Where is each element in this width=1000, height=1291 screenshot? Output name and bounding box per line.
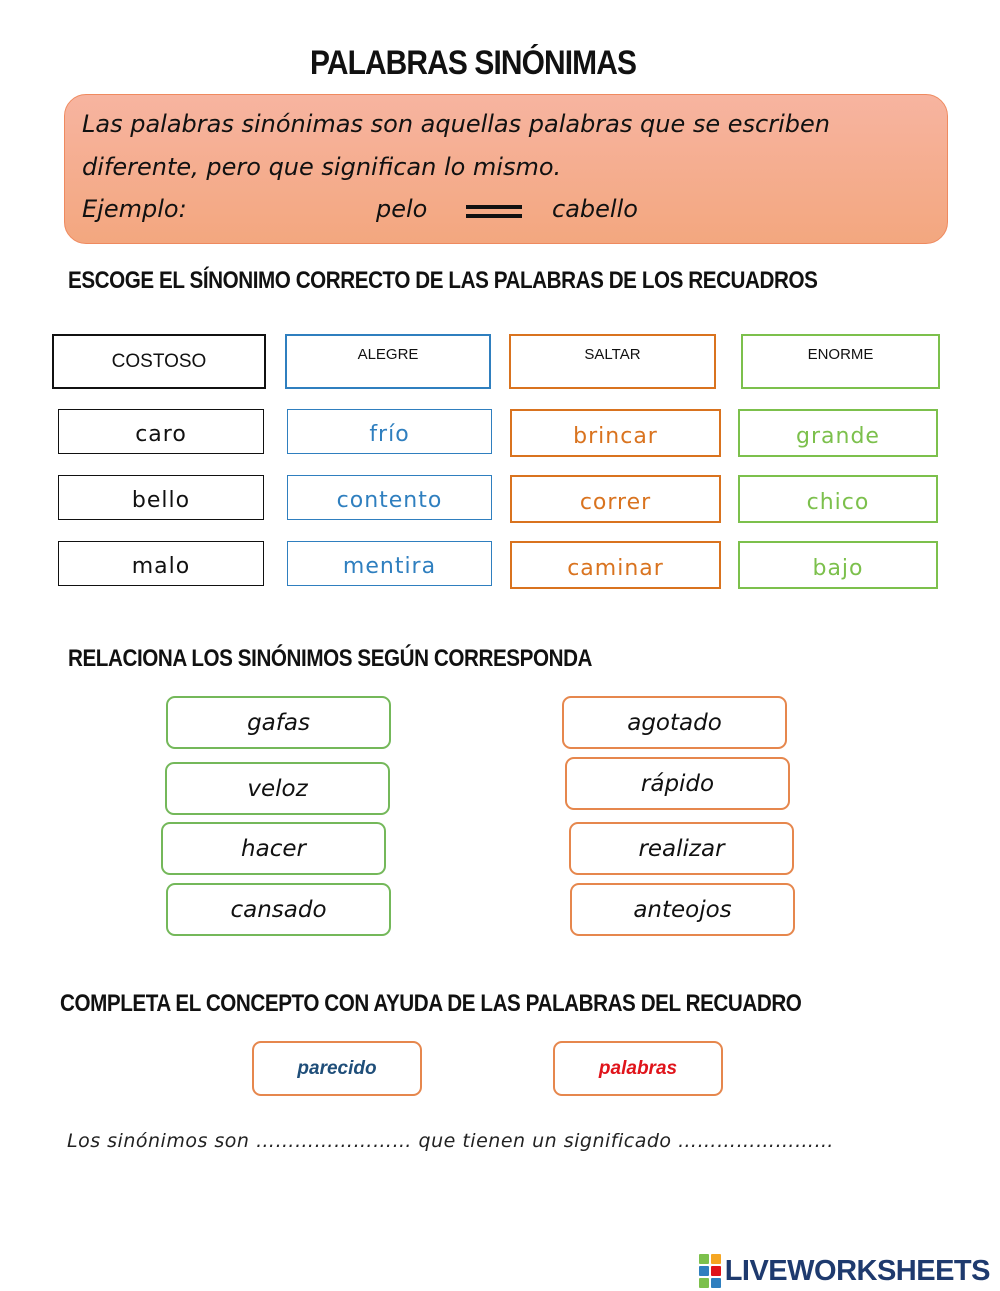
option-enorme-2[interactable]: chico <box>738 475 938 523</box>
option-saltar-3[interactable]: caminar <box>510 541 721 589</box>
example-label: Ejemplo: <box>82 195 187 223</box>
word-bank-parecido-label: parecido <box>297 1057 377 1079</box>
definition-line-2: diferente, pero que significan lo mismo. <box>82 153 562 181</box>
example-word-2: cabello <box>552 195 638 223</box>
equals-sign-top <box>466 205 522 209</box>
match-left-1[interactable]: gafas <box>166 696 391 749</box>
option-alegre-2[interactable]: contento <box>287 475 492 520</box>
match-right-4[interactable]: anteojos <box>570 883 795 936</box>
match-right-1[interactable]: agotado <box>562 696 787 749</box>
match-right-3[interactable]: realizar <box>569 822 794 875</box>
column-header-enorme: ENORME <box>741 334 940 389</box>
page-title: PALABRAS SINÓNIMAS <box>309 44 637 82</box>
section-3-heading: COMPLETA EL CONCEPTO CON AYUDA DE LAS PALABRAS DEL RECUADRO <box>60 990 802 1017</box>
match-left-3[interactable]: hacer <box>161 822 386 875</box>
option-costoso-3[interactable]: malo <box>58 541 264 586</box>
definition-line-1: Las palabras sinónimas son aquellas palabras que se escriben <box>82 110 830 138</box>
option-costoso-2[interactable]: bello <box>58 475 264 520</box>
option-costoso-1[interactable]: caro <box>58 409 264 454</box>
logo-text: LIVEWORKSHEETS <box>724 1254 990 1287</box>
word-bank-palabras[interactable] <box>553 1041 723 1096</box>
option-alegre-3[interactable]: mentira <box>287 541 492 586</box>
column-header-costoso: COSTOSO <box>52 334 266 389</box>
column-header-alegre: ALEGRE <box>285 334 491 389</box>
example-word-1: pelo <box>376 195 428 223</box>
option-enorme-1[interactable]: grande <box>738 409 938 457</box>
liveworksheets-logo <box>699 1254 990 1288</box>
word-bank-parecido[interactable] <box>252 1041 422 1096</box>
word-bank-palabras-label: palabras <box>598 1057 678 1079</box>
section-1-heading: ESCOGE EL SÍNONIMO CORRECTO DE LAS PALABRAS DE LOS RECUADROS <box>68 267 818 294</box>
match-left-2[interactable]: veloz <box>165 762 390 815</box>
column-header-saltar: SALTAR <box>509 334 716 389</box>
section-2-heading: RELACIONA LOS SINÓNIMOS SEGÚN CORRESPONDA <box>68 645 593 672</box>
option-saltar-2[interactable]: correr <box>510 475 721 523</box>
match-right-2[interactable]: rápido <box>565 757 790 810</box>
match-left-4[interactable]: cansado <box>166 883 391 936</box>
fill-in-sentence: Los sinónimos son …………………… que tienen un significado …………………… <box>67 1130 835 1152</box>
logo-icon <box>699 1254 721 1288</box>
equals-sign-bottom <box>466 214 522 218</box>
option-saltar-1[interactable]: brincar <box>510 409 721 457</box>
option-enorme-3[interactable]: bajo <box>738 541 938 589</box>
option-alegre-1[interactable]: frío <box>287 409 492 454</box>
